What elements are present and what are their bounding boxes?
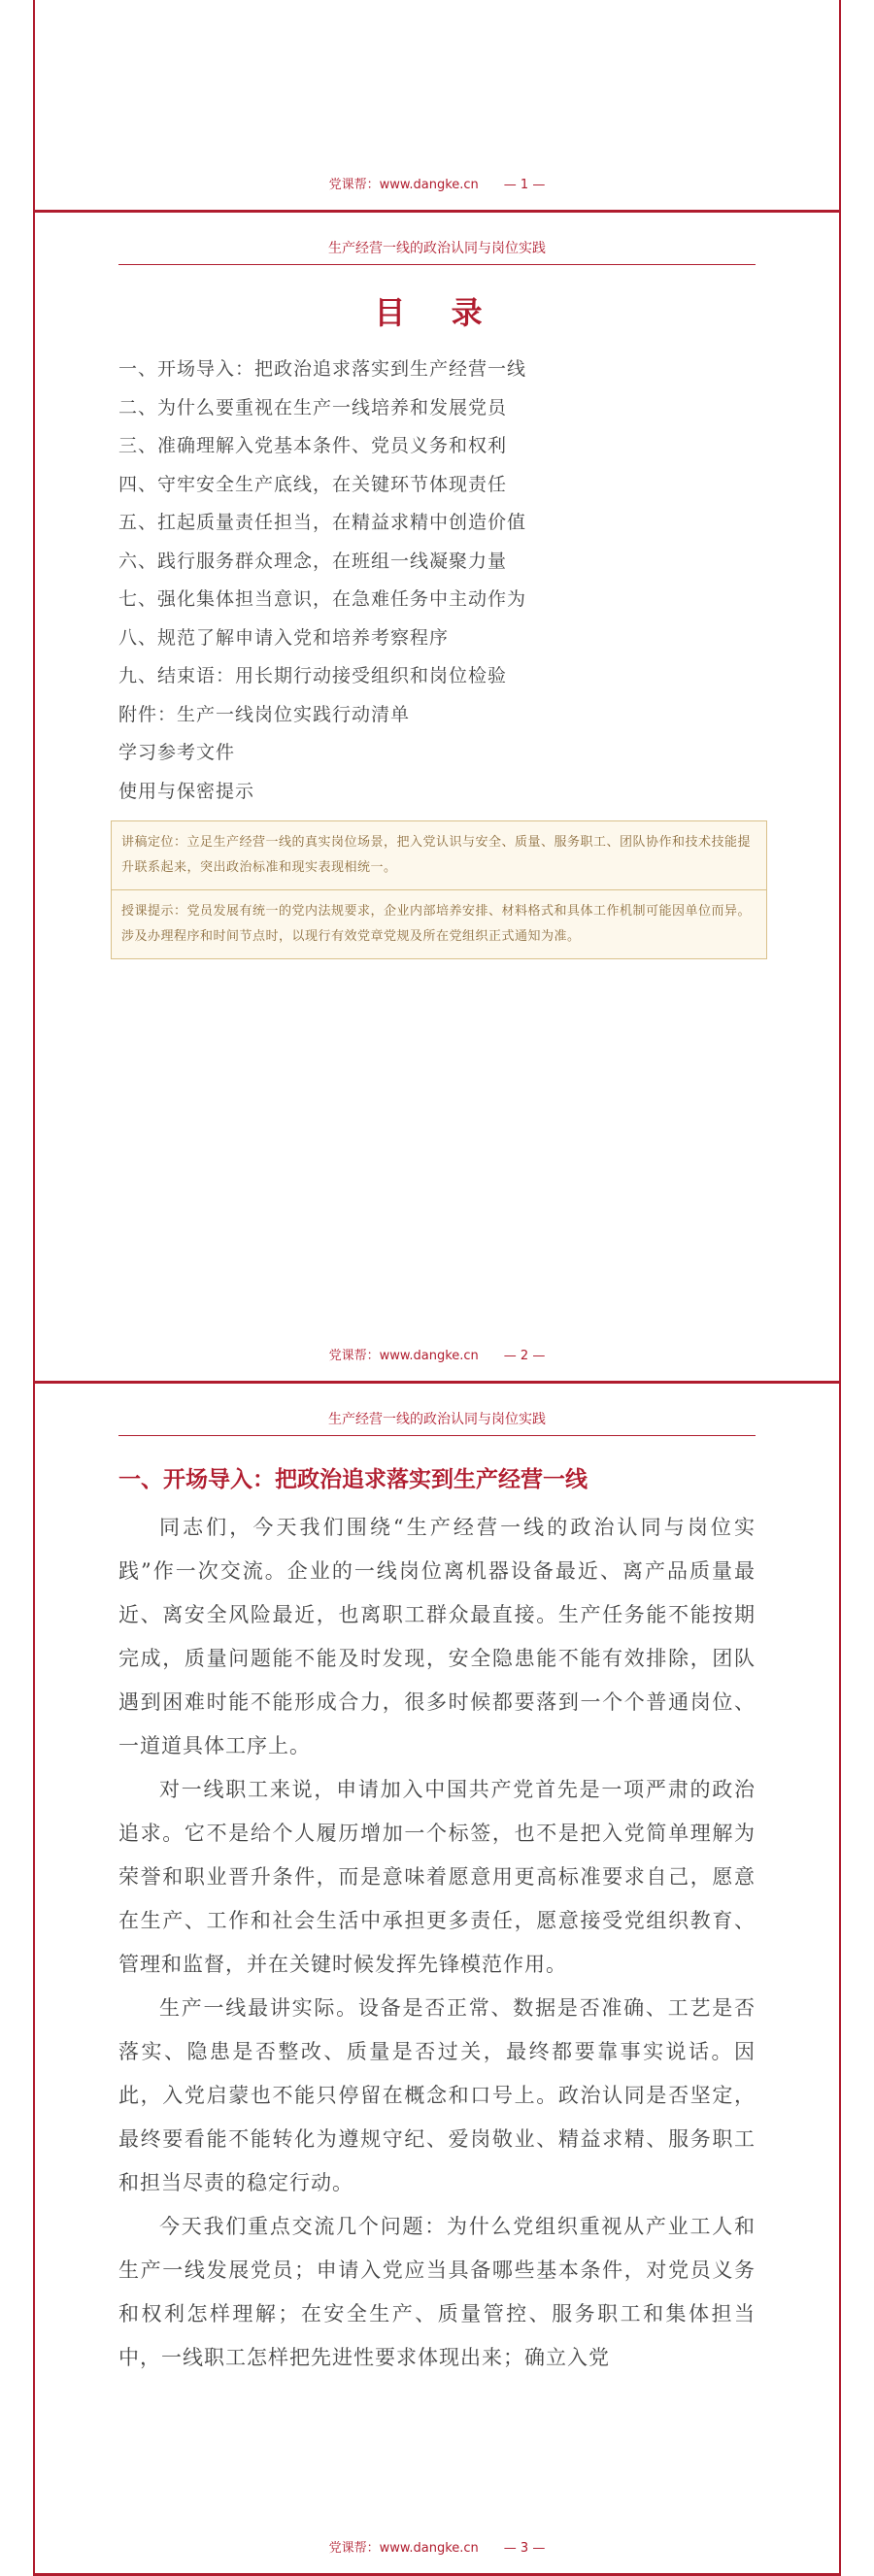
page-number: — 3 — [503, 2541, 546, 2556]
paragraph: 同志们，今天我们围绕“生产经营一线的政治认同与岗位实践”作一次交流。企业的一线岗位离机器设备最近、离产品质量最近、离安全风险最近，也离职工群众最直接。生产任务能不能按期完成，质量问题能不能及时发现，安全隐患能不能有效排除，团队遇到困难时能不能形成合力，很多时候都要落到一个个普通岗位、一道道具体工序上。 [118, 1516, 756, 1757]
paragraph: 生产一线最讲实际。设备是否正常、数据是否准确、工艺是否落实、隐患是否整改、质量是否过关，最终都要靠事实说话。因此，入党启蒙也不能只停留在概念和口号上。政治认同是否坚定，最终要看能不能转化为遵规守纪、爱岗敬业、精益求精、服务职工和担当尽责的稳定行动。 [118, 1996, 756, 2194]
paragraph: 对一线职工来说，申请加入中国共产党首先是一项严肃的政治追求。它不是给个人履历增加一个标签，也不是把入党简单理解为荣誉和职业晋升条件，而是意味着愿意用更高标准要求自己，愿意在生产、工作和社会生活中承担更多责任，愿意接受党组织教育、管理和监督，并在关键时候发挥先锋模范作用。 [118, 1778, 756, 1976]
section-title: 一、开场导入：把政治追求落实到生产经营一线 [118, 1466, 588, 1492]
toc-item[interactable]: 学习参考文件 [118, 742, 236, 763]
toc-item[interactable]: 五、扛起质量责任担当，在精益求精中创造价值 [118, 512, 527, 533]
page-3 [33, 1381, 841, 2576]
page-header: 生产经营一线的政治认同与岗位实践 [118, 238, 756, 265]
page-number: — 2 — [503, 1349, 546, 1363]
toc-item[interactable]: 使用与保密提示 [118, 780, 255, 802]
page-footer [35, 174, 839, 192]
notes-box [111, 820, 767, 959]
toc-list [118, 351, 526, 811]
teaching-tip-note: 授课提示：党员发展有统一的党内法规要求，企业内部培养安排、材料格式和具体工作机制可能因单位而异。涉及办理程序和时间节点时，以现行有效党章党规及所在党组织正式通知为准。 [112, 889, 766, 958]
positioning-note: 讲稿定位：立足生产经营一线的真实岗位场景，把入党认识与安全、质量、服务职工、团队协作和技术技能提升联系起来，突出政治标准和现实表现相统一。 [121, 835, 752, 875]
toc-item[interactable]: 附件：生产一线岗位实践行动清单 [118, 703, 411, 725]
toc-item[interactable]: 四、守牢安全生产底线，在关键环节体现责任 [118, 473, 508, 495]
toc-item[interactable]: 三、准确理解入党基本条件、党员义务和权利 [118, 435, 508, 456]
page-1 [33, 0, 841, 210]
body-text [118, 1506, 756, 2380]
footer-site: 党课帮：www.dangke.cn [328, 178, 479, 192]
toc-item[interactable]: 一、开场导入：把政治追求落实到生产经营一线 [118, 358, 527, 380]
page-footer [35, 2537, 839, 2556]
toc-item[interactable]: 九、结束语：用长期行动接受组织和岗位检验 [118, 665, 508, 686]
toc-item[interactable]: 七、强化集体担当意识，在急难任务中主动作为 [118, 588, 527, 610]
toc-item[interactable]: 二、为什么要重视在生产一线培养和发展党员 [118, 396, 508, 418]
paragraph: 今天我们重点交流几个问题：为什么党组织重视从产业工人和生产一线发展党员；申请入党应当具备哪些基本条件，对党员义务和权利怎样理解；在安全生产、质量管控、服务职工和集体担当中，一线职工怎样把先进性要求体现出来；确立入党 [118, 2215, 756, 2369]
toc-item[interactable]: 八、规范了解申请入党和培养考察程序 [118, 626, 450, 649]
footer-site: 党课帮：www.dangke.cn [328, 2541, 479, 2556]
page-footer [35, 1345, 839, 1363]
toc-item[interactable]: 六、践行服务群众理念，在班组一线凝聚力量 [118, 550, 508, 572]
toc-title: 目 录 [374, 294, 500, 331]
page-2 [33, 210, 841, 1381]
footer-site: 党课帮：www.dangke.cn [328, 1349, 479, 1363]
page-header: 生产经营一线的政治认同与岗位实践 [118, 1409, 756, 1436]
page-number: — 1 — [503, 178, 546, 192]
